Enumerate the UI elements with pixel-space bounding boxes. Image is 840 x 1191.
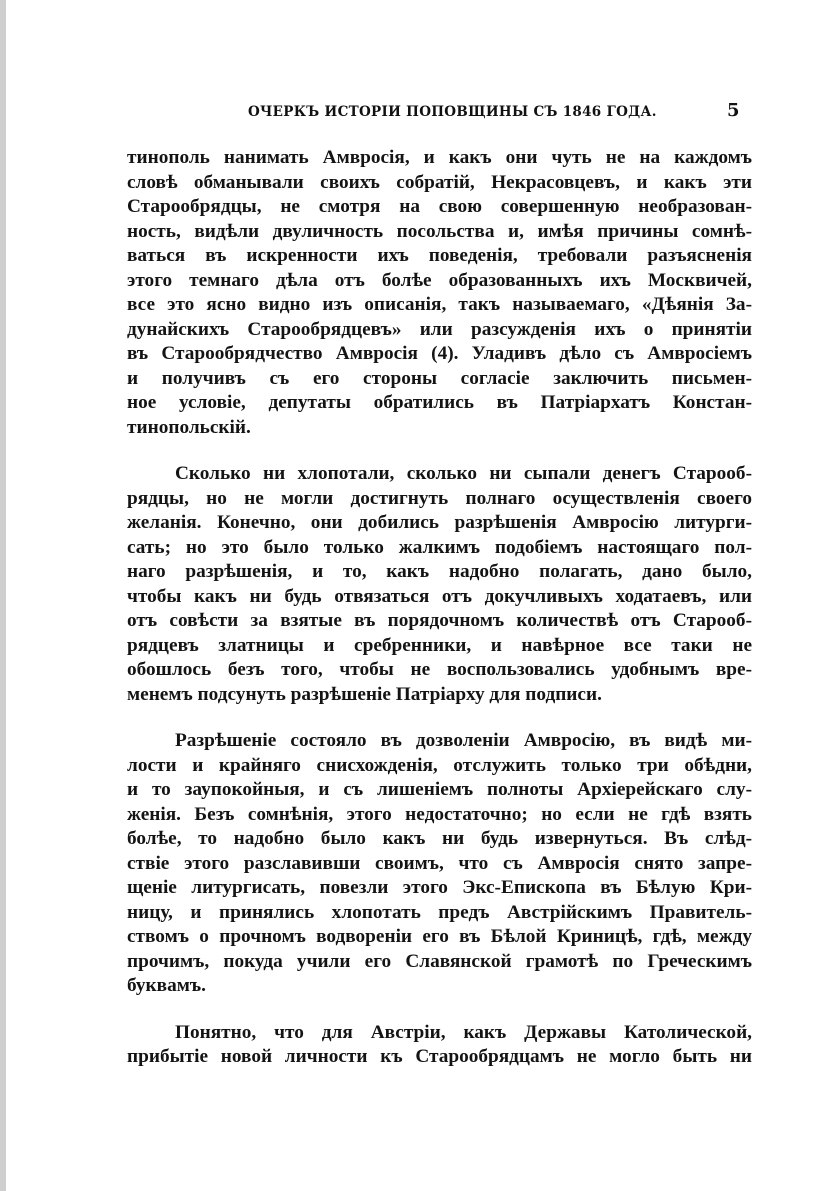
- text-line: прочимъ, покуда учили его Славянской грамотѣ по Греческимъ: [127, 950, 752, 972]
- text-line: ваться въ искренности ихъ поведенія, требовали разъясненія: [127, 245, 752, 266]
- text-line: тинопольскій.: [127, 416, 251, 438]
- text-line: дунайскихъ Старообрядцевъ» или разсужденія ихъ о принятіи: [127, 318, 752, 340]
- text-line: женія. Безъ сомнѣнія, этого недостаточно; но если не гдѣ взять: [127, 803, 752, 825]
- text-line: ствомъ о прочномъ водвореніи его въ Бѣлой Криницѣ, гдѣ, между: [127, 926, 752, 947]
- page-number: 5: [727, 100, 740, 121]
- text-line: прибытіе новой личности къ Старообрядцамъ не могло быть ни: [127, 1046, 752, 1067]
- paragraph: [127, 1021, 752, 1070]
- paragraph: [127, 146, 752, 440]
- text-line: Старообрядцы, не смотря на свою совершенную необразован-: [127, 196, 752, 217]
- text-line: лости и крайняго снисхожденія, отслужить только три обѣдни,: [127, 754, 752, 776]
- text-line: рядцы, но не могли достигнуть полнаго осуществленія своего: [127, 487, 752, 509]
- text-line: словѣ обманывали своихъ собратій, Некрасовцевъ, и какъ эти: [127, 171, 752, 193]
- text-line: ствіе этого разславивши своимъ, что съ Амвросія снято запре-: [127, 852, 752, 874]
- text-line: рядцевъ златницы и сребренники, и навѣрное все таки не: [127, 634, 752, 656]
- text-line: отъ совѣсти за взятые въ порядочномъ количествѣ отъ Старооб-: [127, 610, 752, 631]
- paragraph: [127, 462, 752, 707]
- text-line: тинополь нанимать Амвросія, и какъ они чуть не на каждомъ: [127, 147, 752, 168]
- text-line: ное условіе, депутаты обратились въ Патріархатъ Констан-: [127, 392, 752, 413]
- text-line: желанія. Конечно, они добились разрѣшенія Амвросію литурги-: [127, 512, 752, 533]
- text-line: все это ясно видно изъ описанія, такъ называемаго, «Дѣянія За-: [127, 294, 752, 315]
- text-line: щеніе литургисать, повезли этого Экс-Епископа въ Бѣлую Кри-: [127, 877, 752, 898]
- text-line: менемъ подсунуть разрѣшеніе Патріарху для подписи.: [127, 683, 602, 705]
- text-line: наго разрѣшенія, и то, какъ надобно полагать, дано было,: [127, 561, 752, 582]
- body-text: [127, 146, 752, 1070]
- text-line: болѣе, то надобно было какъ ни будь извернуться. Въ слѣд-: [127, 828, 752, 849]
- text-line: чтобы какъ ни будь отвязаться отъ докучливыхъ ходатаевъ, или: [127, 585, 752, 607]
- page-edge-shadow: [0, 0, 6, 1191]
- text-line: Понятно, что для Австріи, какъ Державы Католической,: [175, 1021, 752, 1043]
- text-line: буквамъ.: [127, 975, 206, 996]
- text-line: и получивъ съ его стороны согласіе заключить письмен-: [127, 367, 752, 389]
- text-line: ницу, и принялись хлопотать предъ Австрійскимъ Правитель-: [127, 901, 752, 923]
- text-line: ность, видѣли двуличность посольства и, имѣя причины сомнѣ-: [127, 220, 752, 242]
- text-line: обошлось безъ того, чтобы не воспользовались удобнымъ вре-: [127, 659, 752, 680]
- text-line: этого темнаго дѣла отъ болѣе образованныхъ ихъ Москвичей,: [127, 269, 752, 291]
- text-line: сать; но это было только жалкимъ подобіемъ настоящаго пол-: [127, 536, 752, 558]
- text-line: Разрѣшеніе состояло въ дозволеніи Амвросію, въ видѣ ми-: [175, 730, 752, 751]
- text-line: въ Старообрядчество Амвросія (4). Уладивъ дѣло съ Амвросіемъ: [127, 343, 752, 364]
- text-line: Сколько ни хлопотали, сколько ни сыпали денегъ Старооб-: [175, 463, 752, 484]
- text-line: и то заупокойныя, и съ лишеніемъ полноты Архіерейскаго слу-: [127, 779, 752, 800]
- running-title: ОЧЕРКЪ ИСТОРІИ ПОПОВЩИНЫ СЪ 1846 ГОДА.: [248, 104, 657, 120]
- paragraph: [127, 729, 752, 999]
